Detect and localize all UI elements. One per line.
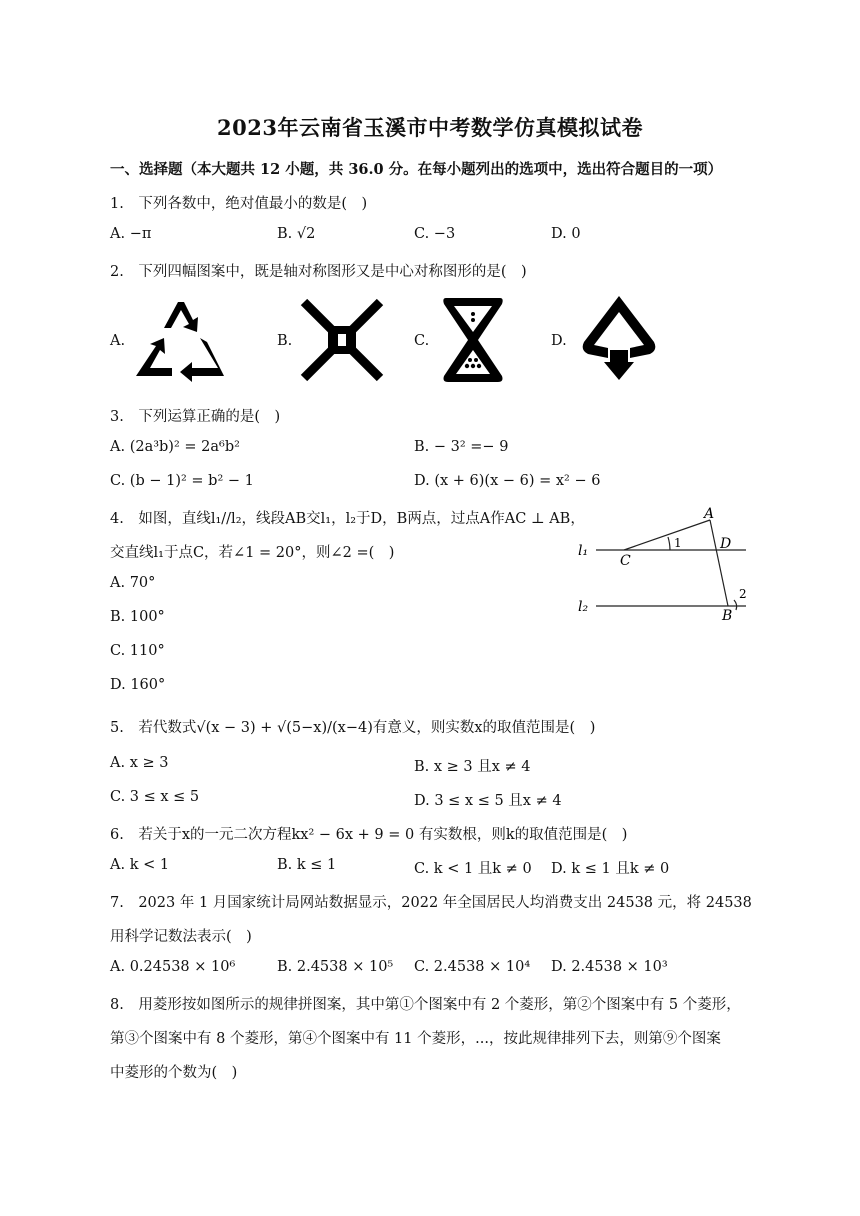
q2-option-b: B. [277, 333, 293, 349]
q3-stem: 3. 下列运算正确的是( ) [110, 409, 281, 425]
q2-option-c: C. [414, 333, 430, 349]
q4-option-d: D. 160° [110, 677, 166, 693]
q1-stem: 1. 下列各数中，绝对值最小的数是( ) [110, 196, 368, 212]
q4-option-c: C. 110° [110, 643, 165, 659]
q1-option-b: B. √2 [277, 226, 316, 242]
q6-stem: 6. 若关于x的一元二次方程kx² − 6x + 9 = 0 有实数根，则k的取值范围是( ) [110, 827, 628, 843]
fig-label-c: C [620, 553, 631, 569]
q5-stem: 5. 若代数式√(x − 3) + √(5−x)/(x−4)有意义，则实数x的取值范围是( ) [110, 720, 596, 736]
q7-stem-line2: 用科学记数法表示( ) [110, 929, 252, 945]
section-heading: 一、选择题（本大题共 12 小题，共 36.0 分。在每小题列出的选项中，选出符合题目的一项） [110, 161, 723, 178]
q7-option-d: D. 2.4538 × 10³ [551, 959, 668, 975]
q7-option-c: C. 2.4538 × 10⁴ [414, 959, 531, 975]
q2-option-d: D. [551, 333, 567, 349]
arrow-loop-figure [580, 292, 658, 386]
q7-option-b: B. 2.4538 × 10⁵ [277, 959, 394, 975]
q3-option-d: D. (x + 6)(x − 6) = x² − 6 [414, 473, 601, 489]
recycle-triangle-figure [134, 298, 226, 384]
q7-stem-line1: 7. 2023 年 1 月国家统计局网站数据显示，2022 年全国居民人均消费支出 24538 元，将 24538 [110, 895, 752, 911]
hourglass-figure [440, 296, 506, 384]
q6-option-d: D. k ≤ 1 且k ≠ 0 [551, 861, 670, 877]
q3-option-a: A. (2a³b)² = 2a⁶b² [110, 439, 240, 455]
q8-stem-line2: 第③个图案中有 8 个菱形，第④个图案中有 11 个菱形，...，按此规律排列下去，则第⑨个图案 [110, 1031, 721, 1047]
q5-option-a: A. x ≥ 3 [110, 755, 169, 771]
q8-stem-line3: 中菱形的个数为( ) [110, 1065, 238, 1081]
fig-label-d: D [720, 536, 732, 552]
parallel-lines-figure [574, 500, 754, 630]
q1-option-c: C. −3 [414, 226, 456, 242]
q5-option-c: C. 3 ≤ x ≤ 5 [110, 789, 200, 805]
fig-label-a: A [704, 506, 715, 522]
q6-option-a: A. k < 1 [110, 857, 170, 873]
q4-stem-line2: 交直线l₁于点C，若∠1 = 20°，则∠2 =( ) [110, 545, 395, 561]
q6-option-c: C. k < 1 且k ≠ 0 [414, 861, 532, 877]
q1-option-a: A. −π [110, 226, 152, 242]
q2-stem: 2. 下列四幅图案中，既是轴对称图形又是中心对称图形的是( ) [110, 264, 527, 280]
q4-option-a: A. 70° [110, 575, 156, 591]
q5-option-b: B. x ≥ 3 且x ≠ 4 [414, 759, 531, 775]
q4-stem-line1: 4. 如图，直线l₁//l₂，线段AB交l₁，l₂于D，B两点，过点A作AC ⊥ AB， [110, 511, 585, 527]
q7-option-a: A. 0.24538 × 10⁶ [110, 959, 236, 975]
q3-option-b: B. − 3² =− 9 [414, 439, 509, 455]
q6-option-b: B. k ≤ 1 [277, 857, 337, 873]
q2-option-a: A. [110, 333, 126, 349]
x-arrows-figure [300, 298, 384, 382]
q1-option-d: D. 0 [551, 226, 581, 242]
fig-label-l2: l₂ [578, 599, 589, 615]
fig-label-b: B [722, 608, 733, 624]
q4-option-b: B. 100° [110, 609, 165, 625]
q5-option-d: D. 3 ≤ x ≤ 5 且x ≠ 4 [414, 793, 562, 809]
q3-option-c: C. (b − 1)² = b² − 1 [110, 473, 254, 489]
q8-stem-line1: 8. 用菱形按如图所示的规律拼图案，其中第①个图案中有 2 个菱形，第②个图案中有 5 个菱形， [110, 997, 741, 1013]
fig-label-l1: l₁ [578, 543, 589, 559]
fig-angle-1: 1 [674, 536, 682, 550]
fig-angle-2: 2 [739, 587, 747, 601]
page-title: 2023年云南省玉溪市中考数学仿真模拟试卷 [217, 115, 643, 140]
